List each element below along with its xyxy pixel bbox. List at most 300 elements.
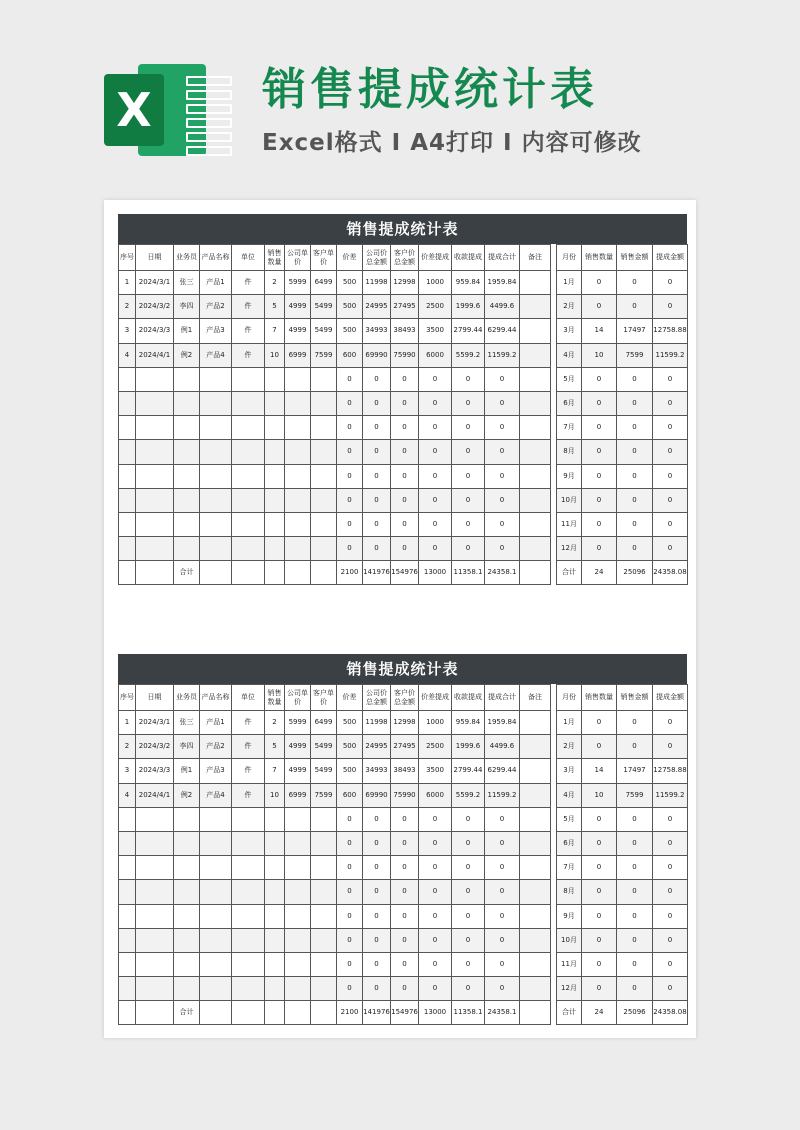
sales-table bbox=[118, 684, 551, 1025]
month-cell: 12758.88 bbox=[653, 319, 688, 343]
table-cell: 产品2 bbox=[200, 295, 232, 319]
month-cell: 0 bbox=[617, 271, 653, 295]
table-cell bbox=[520, 464, 551, 488]
table-cell: 2024/3/1 bbox=[136, 271, 174, 295]
month-cell: 0 bbox=[582, 831, 617, 855]
table-cell bbox=[520, 319, 551, 343]
table-cell: 0 bbox=[337, 831, 363, 855]
total-cell: 141976 bbox=[363, 561, 391, 585]
month-cell: 0 bbox=[653, 488, 688, 512]
table-cell: 5999 bbox=[285, 711, 311, 735]
table-cell bbox=[200, 537, 232, 561]
table-cell: 34993 bbox=[363, 319, 391, 343]
total-cell bbox=[136, 1001, 174, 1025]
table-cell bbox=[136, 977, 174, 1001]
table-cell: 0 bbox=[485, 831, 520, 855]
table-cell: 500 bbox=[337, 759, 363, 783]
table-cell: 5499 bbox=[311, 759, 337, 783]
total-cell: 合计 bbox=[174, 561, 200, 585]
table-cell: 0 bbox=[452, 952, 485, 976]
total-cell bbox=[232, 561, 265, 585]
table-cell: 500 bbox=[337, 735, 363, 759]
table-cell: 0 bbox=[337, 440, 363, 464]
table-cell bbox=[200, 952, 232, 976]
column-header: 客户价总金额 bbox=[391, 245, 419, 271]
table-cell bbox=[136, 440, 174, 464]
total-cell bbox=[265, 561, 285, 585]
table-cell: 5999 bbox=[285, 271, 311, 295]
table-cell bbox=[311, 831, 337, 855]
table-cell: 0 bbox=[363, 856, 391, 880]
table-cell: 0 bbox=[485, 977, 520, 1001]
table-cell: 例1 bbox=[174, 319, 200, 343]
table-cell: 0 bbox=[391, 488, 419, 512]
table-cell: 0 bbox=[485, 416, 520, 440]
table-cell bbox=[136, 367, 174, 391]
table-cell bbox=[119, 880, 136, 904]
table-cell bbox=[119, 807, 136, 831]
table-cell: 0 bbox=[419, 856, 452, 880]
month-cell: 0 bbox=[582, 735, 617, 759]
month-cell: 5月 bbox=[557, 807, 582, 831]
column-header: 月份 bbox=[557, 245, 582, 271]
table-cell bbox=[119, 416, 136, 440]
table-cell: 38493 bbox=[391, 759, 419, 783]
table-cell bbox=[265, 807, 285, 831]
table-cell bbox=[311, 367, 337, 391]
table-cell: 0 bbox=[419, 880, 452, 904]
table-cell: 0 bbox=[452, 367, 485, 391]
month-cell: 9月 bbox=[557, 904, 582, 928]
total-cell: 154976 bbox=[391, 1001, 419, 1025]
table-cell bbox=[285, 440, 311, 464]
month-cell: 0 bbox=[582, 537, 617, 561]
table-cell: 0 bbox=[485, 367, 520, 391]
table-cell bbox=[265, 367, 285, 391]
month-cell: 1月 bbox=[557, 271, 582, 295]
table-cell: 例2 bbox=[174, 343, 200, 367]
total-cell: 13000 bbox=[419, 1001, 452, 1025]
month-row bbox=[557, 759, 688, 783]
table-cell: 2024/3/3 bbox=[136, 759, 174, 783]
table-cell bbox=[520, 343, 551, 367]
month-row bbox=[557, 440, 688, 464]
table-cell: 0 bbox=[485, 537, 520, 561]
table-cell: 0 bbox=[391, 391, 419, 415]
table-cell: 0 bbox=[485, 440, 520, 464]
table-cell: 0 bbox=[363, 537, 391, 561]
table-cell bbox=[311, 977, 337, 1001]
table-cell bbox=[174, 416, 200, 440]
table-cell: 件 bbox=[232, 759, 265, 783]
table-cell bbox=[285, 488, 311, 512]
table-cell: 2024/4/1 bbox=[136, 343, 174, 367]
table-cell: 0 bbox=[363, 488, 391, 512]
table-cell: 75990 bbox=[391, 343, 419, 367]
table-cell: 6499 bbox=[311, 271, 337, 295]
column-header: 产品名称 bbox=[200, 685, 232, 711]
table-cell bbox=[265, 464, 285, 488]
table-cell bbox=[200, 512, 232, 536]
table-cell: 产品1 bbox=[200, 271, 232, 295]
sales-table bbox=[118, 244, 551, 585]
table-cell: 0 bbox=[419, 977, 452, 1001]
table-cell bbox=[311, 488, 337, 512]
total-cell: 25096 bbox=[617, 561, 653, 585]
month-cell: 0 bbox=[617, 391, 653, 415]
table-cell: 0 bbox=[485, 464, 520, 488]
table-row bbox=[119, 440, 551, 464]
table-cell: 11998 bbox=[363, 271, 391, 295]
table-cell: 4499.6 bbox=[485, 735, 520, 759]
table-cell bbox=[311, 952, 337, 976]
table-row bbox=[119, 783, 551, 807]
table-cell bbox=[265, 977, 285, 1001]
table-cell bbox=[265, 831, 285, 855]
table-cell: 2500 bbox=[419, 295, 452, 319]
table-cell bbox=[136, 391, 174, 415]
column-header: 公司价总金额 bbox=[363, 685, 391, 711]
table-cell: 0 bbox=[452, 464, 485, 488]
table-cell: 产品4 bbox=[200, 783, 232, 807]
table-cell: 0 bbox=[363, 367, 391, 391]
total-cell: 11358.1 bbox=[452, 561, 485, 585]
column-header: 业务员 bbox=[174, 245, 200, 271]
table-cell bbox=[200, 440, 232, 464]
month-cell: 4月 bbox=[557, 343, 582, 367]
table-cell bbox=[200, 977, 232, 1001]
total-cell: 24358.1 bbox=[485, 561, 520, 585]
table-cell: 4999 bbox=[285, 319, 311, 343]
total-cell bbox=[136, 561, 174, 585]
table-cell: 69990 bbox=[363, 783, 391, 807]
table-cell bbox=[265, 537, 285, 561]
month-cell: 0 bbox=[653, 928, 688, 952]
total-cell bbox=[200, 561, 232, 585]
month-cell: 0 bbox=[617, 464, 653, 488]
table-cell: 0 bbox=[419, 464, 452, 488]
table-row bbox=[119, 952, 551, 976]
column-header: 提成合计 bbox=[485, 245, 520, 271]
column-header: 公司单价 bbox=[285, 685, 311, 711]
table-row bbox=[119, 464, 551, 488]
table-cell bbox=[520, 711, 551, 735]
table-cell bbox=[136, 952, 174, 976]
table-cell: 6299.44 bbox=[485, 319, 520, 343]
table-cell: 7599 bbox=[311, 343, 337, 367]
table-cell bbox=[136, 831, 174, 855]
table-cell: 0 bbox=[485, 928, 520, 952]
total-cell bbox=[311, 1001, 337, 1025]
table-cell bbox=[119, 367, 136, 391]
total-cell: 141976 bbox=[363, 1001, 391, 1025]
month-cell: 11月 bbox=[557, 512, 582, 536]
table-cell bbox=[232, 831, 265, 855]
table-cell: 0 bbox=[485, 391, 520, 415]
month-row bbox=[557, 271, 688, 295]
table-cell: 5 bbox=[265, 295, 285, 319]
table-cell bbox=[232, 416, 265, 440]
table-cell: 75990 bbox=[391, 783, 419, 807]
table-cell bbox=[285, 977, 311, 1001]
table-cell: 0 bbox=[391, 512, 419, 536]
total-cell: 24 bbox=[582, 561, 617, 585]
table-cell: 500 bbox=[337, 295, 363, 319]
table-cell: 0 bbox=[485, 488, 520, 512]
table-cell: 李四 bbox=[174, 295, 200, 319]
table-cell bbox=[174, 856, 200, 880]
month-cell: 11599.2 bbox=[653, 343, 688, 367]
table-row bbox=[119, 711, 551, 735]
month-cell: 0 bbox=[617, 928, 653, 952]
month-cell: 8月 bbox=[557, 880, 582, 904]
month-cell: 3月 bbox=[557, 319, 582, 343]
table-row bbox=[119, 807, 551, 831]
table-cell: 0 bbox=[337, 367, 363, 391]
total-cell: 2100 bbox=[337, 1001, 363, 1025]
table-cell bbox=[232, 537, 265, 561]
month-cell: 10 bbox=[582, 343, 617, 367]
table-cell: 959.84 bbox=[452, 711, 485, 735]
table-cell: 2799.44 bbox=[452, 759, 485, 783]
table-row bbox=[119, 856, 551, 880]
table-cell: 0 bbox=[363, 512, 391, 536]
table-cell: 2024/3/2 bbox=[136, 735, 174, 759]
table-cell: 11599.2 bbox=[485, 343, 520, 367]
table-cell bbox=[520, 295, 551, 319]
table-cell: 0 bbox=[363, 880, 391, 904]
column-header: 备注 bbox=[520, 245, 551, 271]
table-cell: 0 bbox=[391, 952, 419, 976]
month-row bbox=[557, 488, 688, 512]
table-cell bbox=[200, 367, 232, 391]
table-cell bbox=[520, 904, 551, 928]
table-cell bbox=[520, 537, 551, 561]
table-cell: 5 bbox=[265, 735, 285, 759]
table-cell bbox=[232, 952, 265, 976]
table-cell bbox=[520, 783, 551, 807]
table-cell bbox=[174, 512, 200, 536]
table-cell: 10 bbox=[265, 783, 285, 807]
month-cell: 0 bbox=[653, 807, 688, 831]
month-cell: 17497 bbox=[617, 319, 653, 343]
table-cell: 34993 bbox=[363, 759, 391, 783]
column-header: 提成金额 bbox=[653, 245, 688, 271]
table-cell: 12998 bbox=[391, 711, 419, 735]
table-cell bbox=[200, 391, 232, 415]
table-cell: 件 bbox=[232, 319, 265, 343]
table-cell: 0 bbox=[363, 440, 391, 464]
month-cell: 0 bbox=[582, 880, 617, 904]
table-cell: 0 bbox=[363, 831, 391, 855]
total-cell: 合计 bbox=[557, 1001, 582, 1025]
column-header: 价差 bbox=[337, 685, 363, 711]
table-cell: 0 bbox=[419, 391, 452, 415]
table-cell: 1959.84 bbox=[485, 271, 520, 295]
table-cell bbox=[265, 952, 285, 976]
total-cell bbox=[119, 561, 136, 585]
month-row bbox=[557, 537, 688, 561]
column-header: 客户单价 bbox=[311, 685, 337, 711]
table-cell: 3500 bbox=[419, 759, 452, 783]
month-cell: 10月 bbox=[557, 928, 582, 952]
table-header-row bbox=[119, 245, 551, 271]
table-header-row bbox=[119, 685, 551, 711]
table-cell: 产品4 bbox=[200, 343, 232, 367]
month-row bbox=[557, 904, 688, 928]
table-cell bbox=[232, 440, 265, 464]
table-cell bbox=[285, 831, 311, 855]
table-row bbox=[119, 488, 551, 512]
month-cell: 0 bbox=[617, 711, 653, 735]
total-cell: 13000 bbox=[419, 561, 452, 585]
table-cell: 1 bbox=[119, 271, 136, 295]
table-cell: 600 bbox=[337, 343, 363, 367]
table-cell bbox=[136, 880, 174, 904]
month-cell: 0 bbox=[582, 807, 617, 831]
table-cell bbox=[265, 856, 285, 880]
table-cell bbox=[200, 464, 232, 488]
month-row bbox=[557, 711, 688, 735]
table-cell: 0 bbox=[337, 952, 363, 976]
table-cell: 0 bbox=[337, 880, 363, 904]
column-header: 序号 bbox=[119, 245, 136, 271]
month-row bbox=[557, 880, 688, 904]
month-cell: 3月 bbox=[557, 759, 582, 783]
table-cell: 0 bbox=[485, 904, 520, 928]
table-cell bbox=[119, 464, 136, 488]
table-cell: 0 bbox=[452, 856, 485, 880]
table-cell: 2 bbox=[265, 271, 285, 295]
table-row bbox=[119, 391, 551, 415]
table-cell bbox=[265, 512, 285, 536]
table-cell bbox=[285, 856, 311, 880]
month-cell: 10月 bbox=[557, 488, 582, 512]
month-cell: 10 bbox=[582, 783, 617, 807]
table-cell: 38493 bbox=[391, 319, 419, 343]
table-cell: 2024/3/3 bbox=[136, 319, 174, 343]
excel-logo-icon: X bbox=[104, 64, 206, 156]
month-cell: 0 bbox=[617, 367, 653, 391]
table-cell: 0 bbox=[452, 880, 485, 904]
month-row bbox=[557, 831, 688, 855]
table-cell: 7 bbox=[265, 319, 285, 343]
total-row bbox=[119, 1001, 551, 1025]
table-cell: 件 bbox=[232, 295, 265, 319]
table-row bbox=[119, 928, 551, 952]
table-cell bbox=[174, 977, 200, 1001]
table-cell bbox=[136, 537, 174, 561]
month-cell: 2月 bbox=[557, 295, 582, 319]
table-cell bbox=[174, 488, 200, 512]
table-cell: 0 bbox=[452, 488, 485, 512]
month-cell: 0 bbox=[653, 880, 688, 904]
total-cell: 24 bbox=[582, 1001, 617, 1025]
table-cell bbox=[232, 977, 265, 1001]
column-header: 销售数量 bbox=[265, 245, 285, 271]
month-cell: 0 bbox=[653, 367, 688, 391]
month-cell: 0 bbox=[582, 904, 617, 928]
table-row bbox=[119, 512, 551, 536]
total-cell bbox=[232, 1001, 265, 1025]
table-cell bbox=[520, 271, 551, 295]
table-cell: 11599.2 bbox=[485, 783, 520, 807]
table-row bbox=[119, 880, 551, 904]
table-cell: 0 bbox=[419, 440, 452, 464]
table-cell: 0 bbox=[419, 512, 452, 536]
table-cell bbox=[520, 735, 551, 759]
month-cell: 0 bbox=[653, 856, 688, 880]
month-row bbox=[557, 367, 688, 391]
table-cell bbox=[174, 831, 200, 855]
table-cell: 0 bbox=[419, 928, 452, 952]
table-cell: 0 bbox=[452, 440, 485, 464]
table-cell: 600 bbox=[337, 783, 363, 807]
month-cell: 0 bbox=[653, 271, 688, 295]
month-cell: 0 bbox=[653, 952, 688, 976]
table-cell: 0 bbox=[452, 977, 485, 1001]
table-cell: 0 bbox=[452, 391, 485, 415]
table-row bbox=[119, 271, 551, 295]
column-header: 收款提成 bbox=[452, 245, 485, 271]
month-cell: 0 bbox=[582, 856, 617, 880]
table-cell: 6999 bbox=[285, 343, 311, 367]
table-cell: 2024/4/1 bbox=[136, 783, 174, 807]
table-cell bbox=[136, 512, 174, 536]
table-cell bbox=[265, 391, 285, 415]
table-cell bbox=[311, 464, 337, 488]
column-header: 销售数量 bbox=[582, 245, 617, 271]
table-cell: 0 bbox=[452, 512, 485, 536]
table-cell bbox=[265, 904, 285, 928]
table-cell: 6000 bbox=[419, 783, 452, 807]
monthly-summary-table bbox=[556, 684, 688, 1025]
total-cell: 合计 bbox=[174, 1001, 200, 1025]
column-header: 价差提成 bbox=[419, 245, 452, 271]
table-cell: 0 bbox=[391, 367, 419, 391]
table-cell: 0 bbox=[419, 537, 452, 561]
column-header: 日期 bbox=[136, 245, 174, 271]
month-cell: 0 bbox=[617, 440, 653, 464]
table-cell bbox=[311, 440, 337, 464]
month-row bbox=[557, 928, 688, 952]
table-cell: 10 bbox=[265, 343, 285, 367]
month-cell: 0 bbox=[582, 488, 617, 512]
table-cell: 0 bbox=[485, 952, 520, 976]
table-cell: 0 bbox=[485, 856, 520, 880]
table-cell: 24995 bbox=[363, 735, 391, 759]
table-cell: 1 bbox=[119, 711, 136, 735]
month-row bbox=[557, 464, 688, 488]
table-cell bbox=[232, 880, 265, 904]
column-header: 客户价总金额 bbox=[391, 685, 419, 711]
table-cell bbox=[174, 537, 200, 561]
table-row bbox=[119, 343, 551, 367]
table-cell bbox=[311, 807, 337, 831]
table-cell: 5499 bbox=[311, 295, 337, 319]
month-cell: 0 bbox=[617, 831, 653, 855]
total-cell bbox=[285, 561, 311, 585]
table-cell bbox=[311, 537, 337, 561]
table-cell: 张三 bbox=[174, 711, 200, 735]
table-cell bbox=[311, 880, 337, 904]
column-header: 提成合计 bbox=[485, 685, 520, 711]
table-cell: 0 bbox=[337, 391, 363, 415]
month-cell: 0 bbox=[617, 856, 653, 880]
table-cell bbox=[285, 537, 311, 561]
table-cell: 1999.6 bbox=[452, 735, 485, 759]
table-cell bbox=[136, 904, 174, 928]
